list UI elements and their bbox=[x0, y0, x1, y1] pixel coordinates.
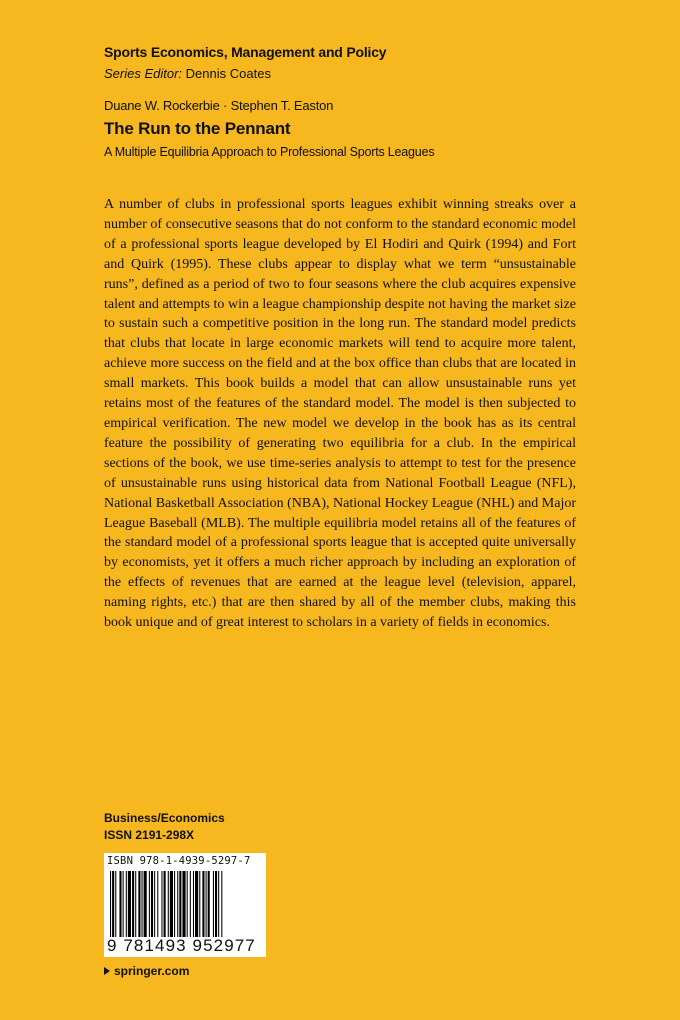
barcode-box bbox=[104, 853, 266, 957]
book-title: The Run to the Pennant bbox=[104, 119, 291, 138]
barcode-digits: 9 781493 952977 bbox=[107, 936, 256, 955]
category-label: Business/Economics bbox=[104, 811, 225, 825]
book-authors: Duane W. Rockerbie · Stephen T. Easton bbox=[104, 98, 334, 113]
series-editor bbox=[104, 66, 271, 81]
website-text: springer.com bbox=[114, 964, 190, 978]
series-editor-label: Series Editor: bbox=[104, 66, 183, 81]
barcode-icon bbox=[110, 871, 260, 937]
arrow-right-icon bbox=[104, 967, 110, 975]
series-title: Sports Economics, Management and Policy bbox=[104, 44, 387, 60]
series-editor-name: Dennis Coates bbox=[185, 66, 271, 81]
blurb-text: A number of clubs in professional sports leagues exhibit winning streaks over a number of consecutive seasons that do not conform to the standard economic model of a professional sports league developed by El Hodiri and Quirk (1994) and Fort and Quirk (1995). These clubs appear to display what we term “unsustainable runs”, defined as a period of two to four seasons where the club acquires expensive talent and attempts to win a league championship despite not having the market size to sustain such a competitive position in the long run. The standard model predicts that clubs that locate in large economic markets will tend to acquire more talent, achieve more success on the field and at the box office than clubs that are located in small markets. This book builds a model that can allow unsustainable runs yet retains most of the features of the standard model. The model is then subjected to empirical verification. The new model we develop in the book has as its central feature the possibility of generating two equilibria for a club. In the empirical sections of the book, we use time-series analysis to attempt to test for the presence of unsustainable runs using historical data from National Football League (NFL), National Basketball Association (NBA), National Hockey League (NHL) and Major League Baseball (MLB). The multiple equilibria model retains all of the features of the standard model of a professional sports league that is accepted quite universally by economists, yet it offers a much richer approach by including an exploration of the effects of revenues that are earned at the league level (television, apparel, naming rights, etc.) that are then shared by all of the member clubs, making this book unique and of great interest to scholars in a variety of fields in economics. bbox=[104, 197, 576, 631]
isbn-text: ISBN 978-1-4939-5297-7 bbox=[107, 855, 251, 867]
website-link[interactable] bbox=[104, 964, 189, 978]
book-subtitle: A Multiple Equilibria Approach to Professional Sports Leagues bbox=[104, 145, 435, 159]
issn-label: ISSN 2191-298X bbox=[104, 828, 195, 842]
